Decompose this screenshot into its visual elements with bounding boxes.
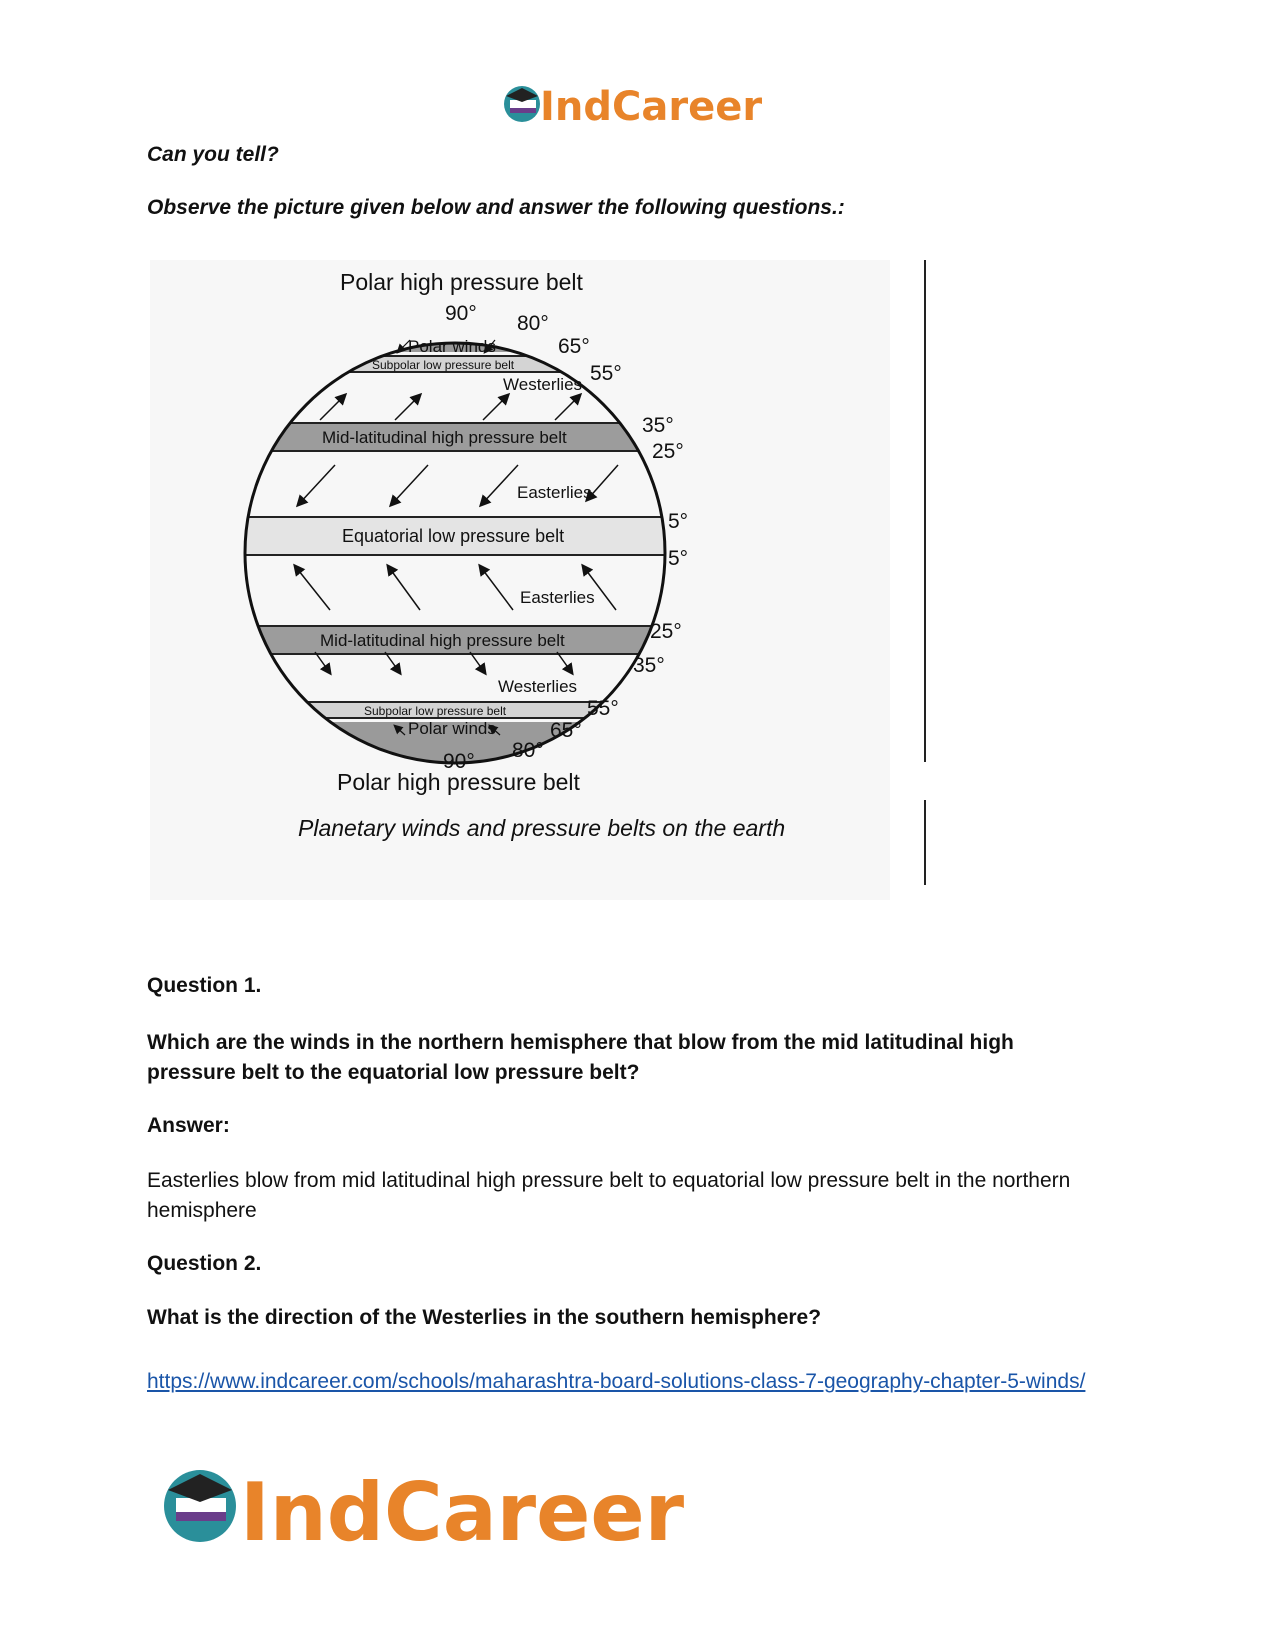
lat-65-s: 65° <box>550 719 582 742</box>
midlat-n-label: Mid-latitudinal high pressure belt <box>322 428 567 447</box>
indcareer-logo-bottom <box>160 1460 700 1552</box>
subpolar-n-label: Subpolar low pressure belt <box>372 358 515 372</box>
polar-winds-s-label: Polar winds <box>408 719 496 738</box>
question-1-label: Question 1. <box>147 974 262 997</box>
lat-55-s: 55° <box>587 697 619 720</box>
lat-80-s: 80° <box>512 739 544 762</box>
lat-35-n: 35° <box>642 414 674 437</box>
lat-25-n: 25° <box>652 440 684 463</box>
lat-5-n: 5° <box>668 510 689 533</box>
answer-1-text: Easterlies blow from mid latitudinal high pressure belt to equatorial low pressure belt in the northern hemisphere <box>147 1169 1071 1222</box>
indcareer-logo-top <box>500 78 770 130</box>
subpolar-s-label: Subpolar low pressure belt <box>364 704 507 718</box>
answer-1-label: Answer: <box>147 1114 230 1137</box>
easterlies-s-label: Easterlies <box>520 588 595 607</box>
planetary-winds-diagram <box>150 260 940 900</box>
lat-90-s: 90° <box>443 750 475 773</box>
intro-heading: Can you tell? <box>147 143 279 166</box>
lat-90-n: 90° <box>445 302 477 325</box>
question-2-text: What is the direction of the Westerlies in the southern hemisphere? <box>147 1306 822 1329</box>
westerlies-s-label: Westerlies <box>498 677 578 696</box>
bottom-belt-label: Polar high pressure belt <box>337 769 580 795</box>
logo-text-bottom: IndCareer <box>240 1466 685 1552</box>
scan-edge-line-lower <box>924 800 926 885</box>
source-link[interactable]: https://www.indcareer.com/schools/maharashtra-board-solutions-class-7-geography-chapter-5-winds/ <box>147 1370 1086 1393</box>
logo-text-top: IndCareer <box>540 84 763 130</box>
top-belt-label: Polar high pressure belt <box>340 269 583 295</box>
equatorial-label: Equatorial low pressure belt <box>342 526 565 546</box>
intro-instruction: Observe the picture given below and answer the following questions.: <box>147 196 845 219</box>
lat-5-s: 5° <box>668 547 689 570</box>
diagram-caption: Planetary winds and pressure belts on the earth <box>298 815 786 841</box>
polar-winds-n-label: Polar winds <box>408 337 496 356</box>
scan-edge-line <box>924 260 926 762</box>
lat-65-n: 65° <box>558 335 590 358</box>
easterlies-n-label: Easterlies <box>517 483 592 502</box>
question-1-text: Which are the winds in the northern hemisphere that blow from the mid latitudinal high pressure belt to the equatorial low pressure belt? <box>147 1031 1014 1084</box>
midlat-s-label: Mid-latitudinal high pressure belt <box>320 631 565 650</box>
westerlies-n-label: Westerlies <box>503 375 583 394</box>
lat-25-s: 25° <box>650 620 682 643</box>
lat-35-s: 35° <box>633 654 665 677</box>
lat-55-n: 55° <box>590 362 622 385</box>
question-2-label: Question 2. <box>147 1252 262 1275</box>
lat-80-n: 80° <box>517 312 549 335</box>
